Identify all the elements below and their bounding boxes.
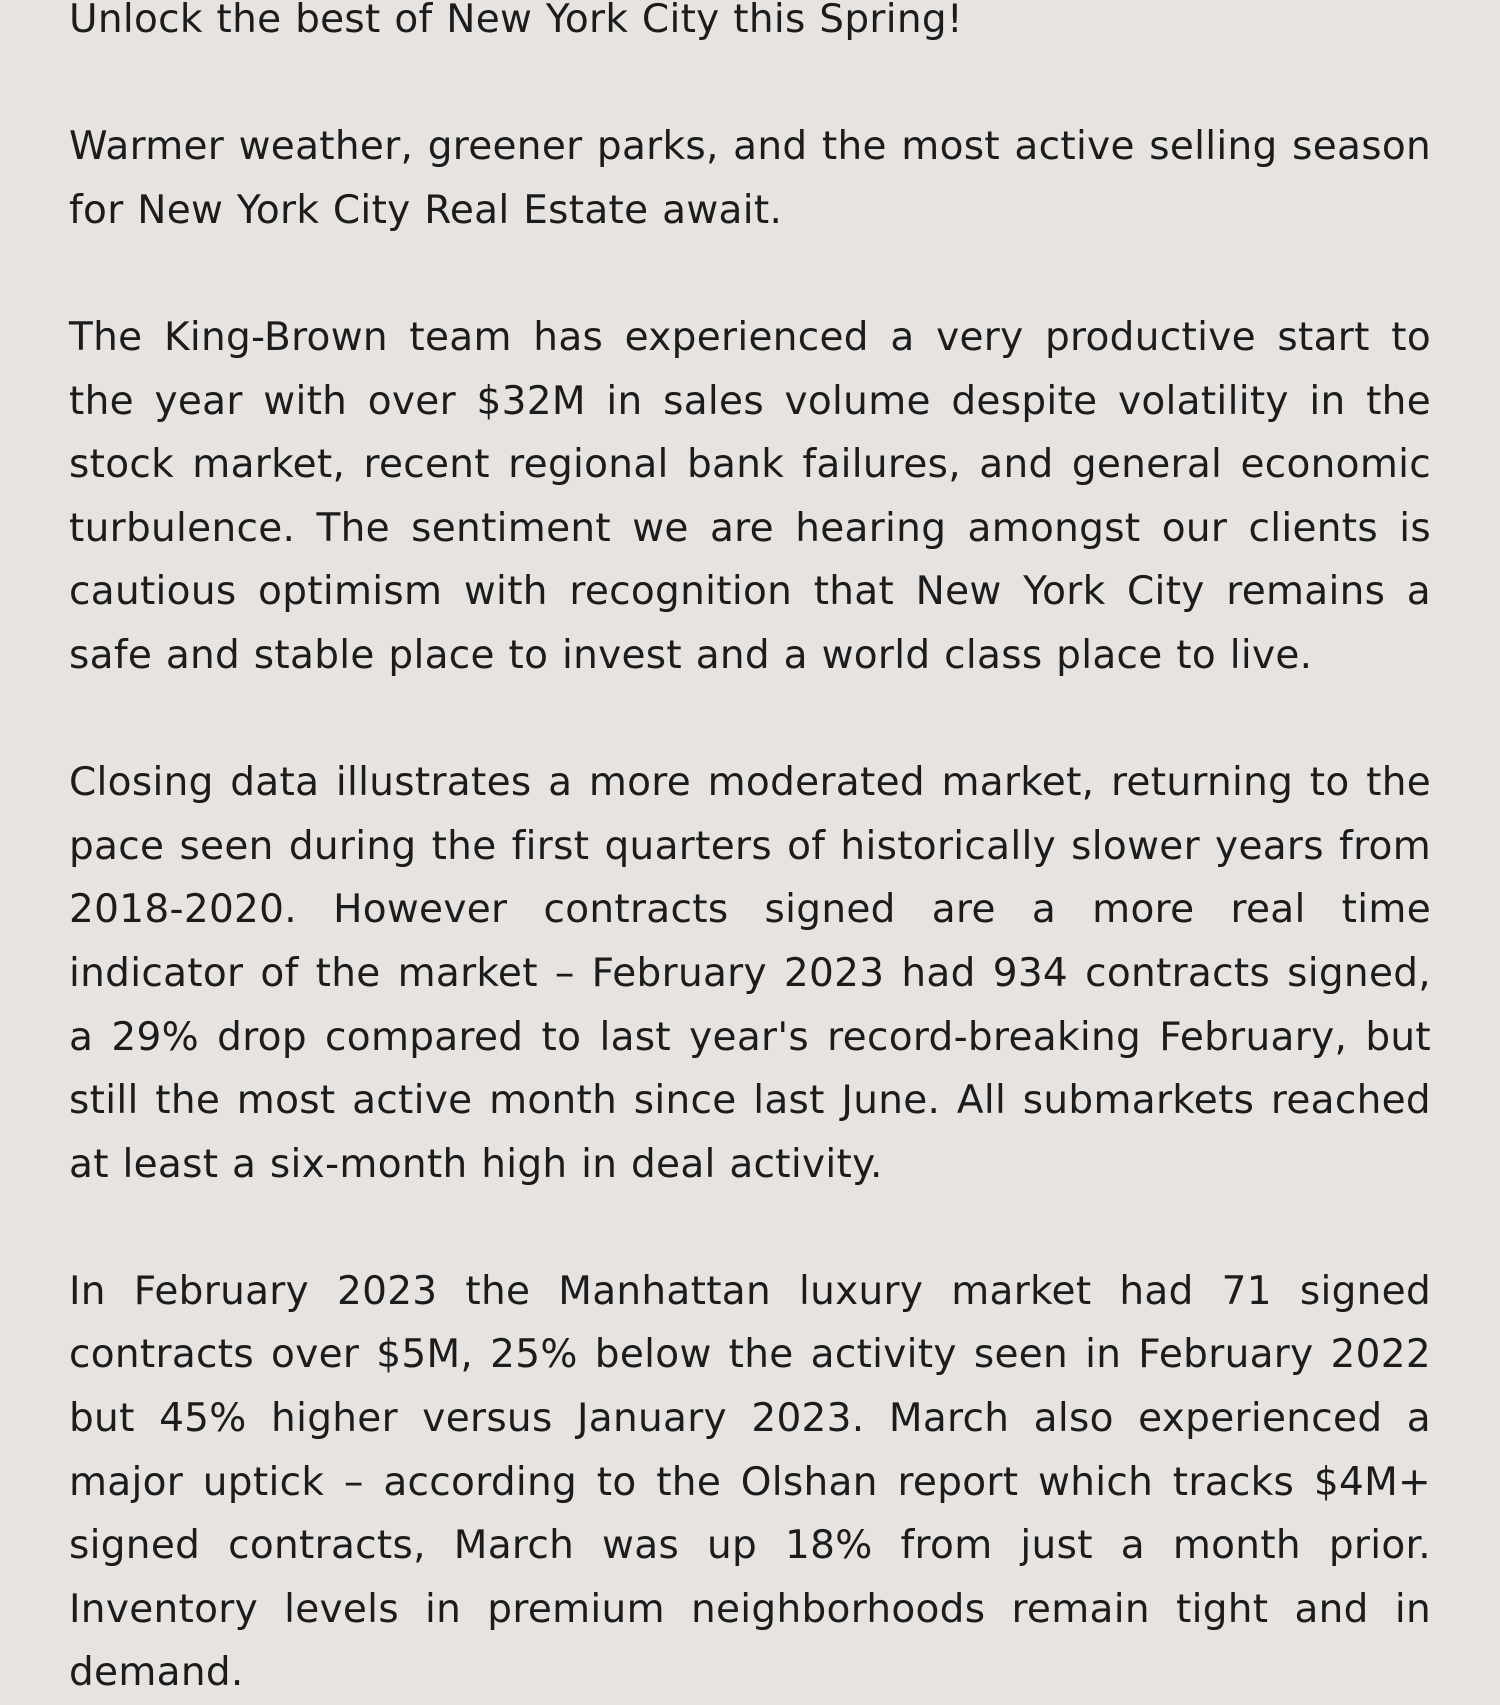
article-body bbox=[69, 0, 1431, 1705]
luxury-market-paragraph: In February 2023 the Manhattan luxury market had 71 signed contracts over $5M, 25% below the activity seen in February 2022 but 45% higher versus January 2023. March also experienced a major uptick – according to the Olshan report which tracks $4M+ signed contracts, March was up 18% from just a month prior. Inventory levels in premium neighborhoods remain tight and in demand. bbox=[69, 1268, 1431, 1696]
team-performance-paragraph: The King-Brown team has experienced a very productive start to the year with over $32M in sales volume despite volatility in the stock market, recent regional bank failures, and general economic turbulence. The sentiment we are hearing amongst our clients is cautious optimism with recognition that New York City remains a safe and stable place to invest and a world class place to live. bbox=[69, 314, 1431, 678]
intro-heading-paragraph: Unlock the best of New York City this Spring! bbox=[69, 0, 963, 42]
spring-season-paragraph: Warmer weather, greener parks, and the most active selling season for New York City Real Estate await. bbox=[69, 124, 1431, 233]
market-data-paragraph: Closing data illustrates a more moderated market, returning to the pace seen during the first quarters of historically slower years from 2018-2020. However contracts signed are a more real time indicator of the market – February 2023 had 934 contracts signed, a 29% drop compared to last year's record-breaking February, but still the most active month since last June. All submarkets reached at least a six-month high in deal activity. bbox=[69, 760, 1431, 1187]
